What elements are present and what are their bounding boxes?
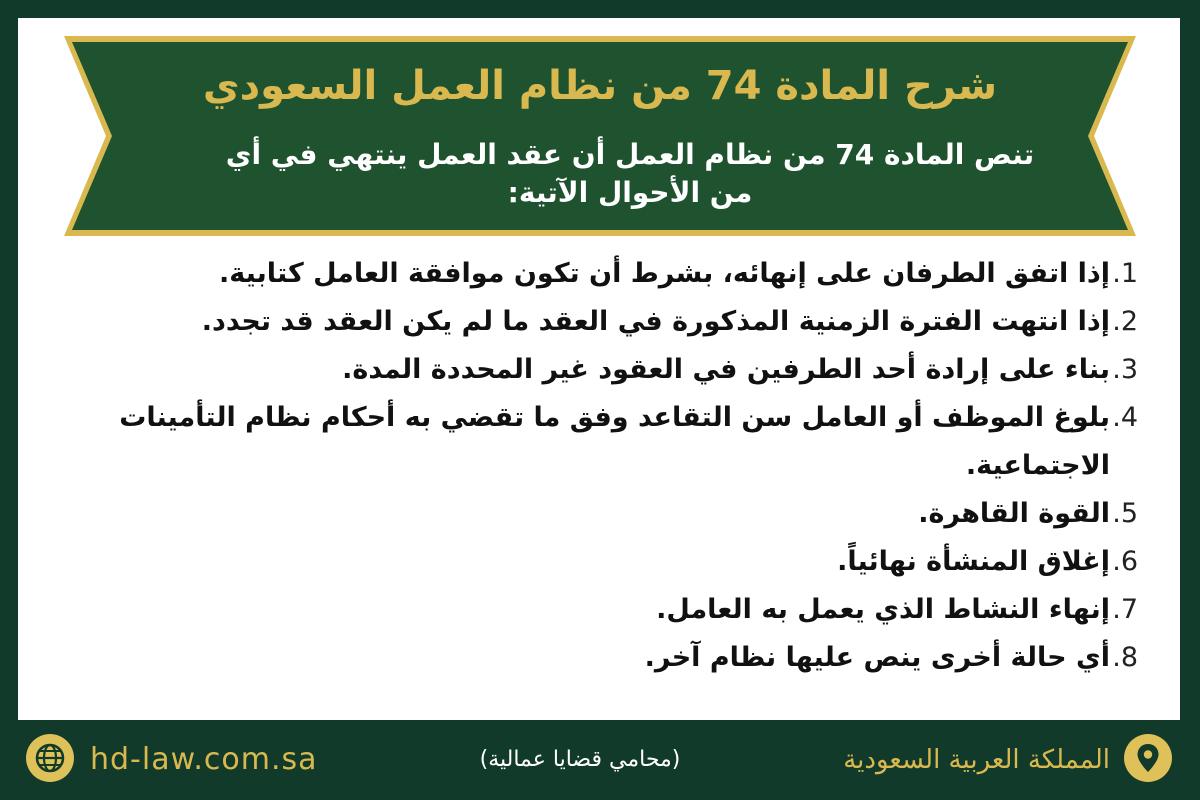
list-item bbox=[58, 634, 1138, 682]
item-number: 2. bbox=[1112, 306, 1138, 337]
item-text: بلوغ الموظف أو العامل سن التقاعد وفق ما تقضي به أحكام نظام التأمينات الاجتماعية. bbox=[119, 402, 1110, 481]
item-number: 1. bbox=[1112, 258, 1138, 289]
item-number: 4. bbox=[1112, 402, 1138, 433]
list-item bbox=[58, 490, 1138, 538]
list-item bbox=[58, 250, 1138, 298]
list-item bbox=[58, 394, 1138, 490]
website-link[interactable]: hd-law.com.sa bbox=[90, 742, 318, 777]
item-text: أي حالة أخرى ينص عليها نظام آخر. bbox=[644, 642, 1110, 673]
tagline-text: (محامي قضايا عمالية) bbox=[479, 747, 681, 772]
item-text: إغلاق المنشأة نهائياً. bbox=[837, 546, 1110, 577]
list-item bbox=[58, 346, 1138, 394]
item-number: 5. bbox=[1112, 498, 1138, 529]
footer-bar bbox=[0, 720, 1200, 800]
item-text: إذا اتفق الطرفان على إنهائه، بشرط أن تكون موافقة العامل كتابية. bbox=[219, 258, 1110, 289]
title-banner bbox=[64, 36, 1136, 236]
item-number: 7. bbox=[1112, 594, 1138, 625]
list-item bbox=[58, 298, 1138, 346]
item-text: إذا انتهت الفترة الزمنية المذكورة في العقد ما لم يكن العقد قد تجدد. bbox=[201, 306, 1110, 337]
cases-list bbox=[58, 250, 1138, 682]
item-text: إنهاء النشاط الذي يعمل به العامل. bbox=[656, 594, 1110, 625]
item-number: 8. bbox=[1112, 642, 1138, 673]
location-pin-icon bbox=[1124, 734, 1172, 782]
item-text: القوة القاهرة. bbox=[918, 498, 1110, 529]
globe-icon bbox=[26, 734, 74, 782]
list-item bbox=[58, 586, 1138, 634]
page-subtitle: تنص المادة 74 من نظام العمل أن عقد العمل ينتهي في أي من الأحوال الآتية: bbox=[225, 138, 1035, 209]
page-title: شرح المادة 74 من نظام العمل السعودي bbox=[202, 63, 998, 109]
item-text: بناء على إرادة أحد الطرفين في العقود غير المحددة المدة. bbox=[342, 354, 1110, 385]
item-number: 3. bbox=[1112, 354, 1138, 385]
country-text: المملكة العربية السعودية bbox=[843, 745, 1110, 775]
item-number: 6. bbox=[1112, 546, 1138, 577]
list-item bbox=[58, 538, 1138, 586]
